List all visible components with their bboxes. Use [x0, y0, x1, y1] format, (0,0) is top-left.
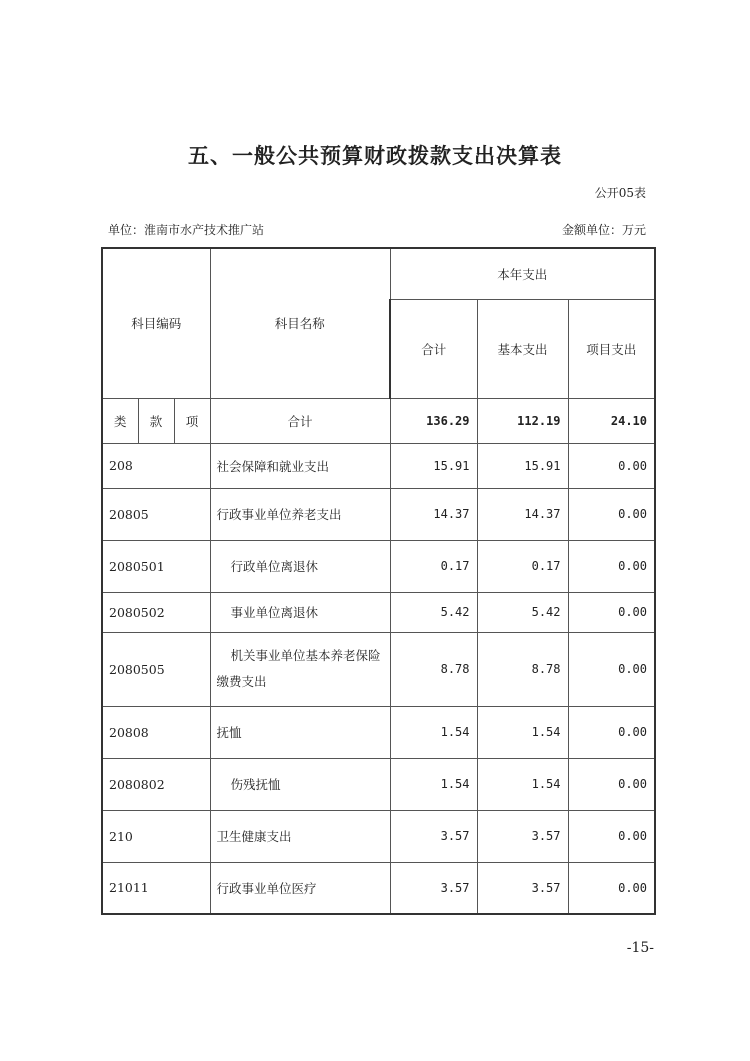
row-basic: 1.54 — [477, 706, 568, 758]
header-code: 科目编码 — [102, 248, 210, 398]
table-row — [102, 443, 655, 488]
table-row — [102, 706, 655, 758]
row-name: 伤残抚恤 — [210, 758, 390, 810]
row-code: 2080501 — [102, 540, 210, 592]
row-basic: 14.37 — [477, 488, 568, 540]
table-row — [102, 632, 655, 706]
sum-basic: 112.19 — [477, 398, 568, 443]
table-row — [102, 810, 655, 862]
header-kuan: 款 — [138, 398, 174, 443]
row-code: 20805 — [102, 488, 210, 540]
row-project: 0.00 — [568, 488, 655, 540]
row-total: 1.54 — [390, 706, 477, 758]
row-project: 0.00 — [568, 540, 655, 592]
row-code: 2080502 — [102, 592, 210, 632]
row-project: 0.00 — [568, 706, 655, 758]
row-project: 0.00 — [568, 592, 655, 632]
row-code: 210 — [102, 810, 210, 862]
header-project: 项目支出 — [568, 299, 655, 398]
row-project: 0.00 — [568, 632, 655, 706]
row-code: 208 — [102, 443, 210, 488]
row-basic: 8.78 — [477, 632, 568, 706]
row-total: 3.57 — [390, 810, 477, 862]
row-total: 1.54 — [390, 758, 477, 810]
row-basic: 0.17 — [477, 540, 568, 592]
table-row — [102, 758, 655, 810]
unit-label: 单位：淮南市水产技术推广站 — [108, 223, 265, 237]
row-basic: 15.91 — [477, 443, 568, 488]
row-basic: 3.57 — [477, 810, 568, 862]
row-project: 0.00 — [568, 758, 655, 810]
header-name: 科目名称 — [210, 248, 390, 398]
row-code: 20808 — [102, 706, 210, 758]
row-name: 行政事业单位医疗 — [210, 862, 390, 914]
row-name: 事业单位离退休 — [210, 592, 390, 632]
row-name: 机关事业单位基本养老保险缴费支出 — [210, 632, 390, 706]
header-total: 合计 — [390, 299, 477, 398]
table-row — [102, 862, 655, 914]
row-basic: 5.42 — [477, 592, 568, 632]
row-total: 14.37 — [390, 488, 477, 540]
sum-label: 合计 — [210, 398, 390, 443]
row-total: 8.78 — [390, 632, 477, 706]
form-code: 公开05表 — [594, 186, 646, 200]
row-code: 2080802 — [102, 758, 210, 810]
row-name: 抚恤 — [210, 706, 390, 758]
header-lei: 类 — [102, 398, 138, 443]
sum-project: 24.10 — [568, 398, 655, 443]
row-total: 3.57 — [390, 862, 477, 914]
header-basic: 基本支出 — [477, 299, 568, 398]
row-name: 卫生健康支出 — [210, 810, 390, 862]
sum-total: 136.29 — [390, 398, 477, 443]
row-total: 5.42 — [390, 592, 477, 632]
row-total: 0.17 — [390, 540, 477, 592]
amount-unit-label: 金额单位：万元 — [561, 223, 646, 237]
row-basic: 3.57 — [477, 862, 568, 914]
page-number: -15- — [626, 940, 654, 956]
header-year-expenditure: 本年支出 — [390, 248, 655, 299]
expenditure-table — [101, 247, 656, 915]
table-row — [102, 488, 655, 540]
row-project: 0.00 — [568, 810, 655, 862]
row-name: 行政单位离退休 — [210, 540, 390, 592]
header-xiang: 项 — [174, 398, 210, 443]
row-name: 行政事业单位养老支出 — [210, 488, 390, 540]
page-title: 五、一般公共预算财政拨款支出决算表 — [188, 143, 562, 168]
table-row — [102, 592, 655, 632]
row-code: 2080505 — [102, 632, 210, 706]
row-total: 15.91 — [390, 443, 477, 488]
row-name: 社会保障和就业支出 — [210, 443, 390, 488]
row-project: 0.00 — [568, 862, 655, 914]
table-row — [102, 540, 655, 592]
row-basic: 1.54 — [477, 758, 568, 810]
row-code: 21011 — [102, 862, 210, 914]
row-project: 0.00 — [568, 443, 655, 488]
